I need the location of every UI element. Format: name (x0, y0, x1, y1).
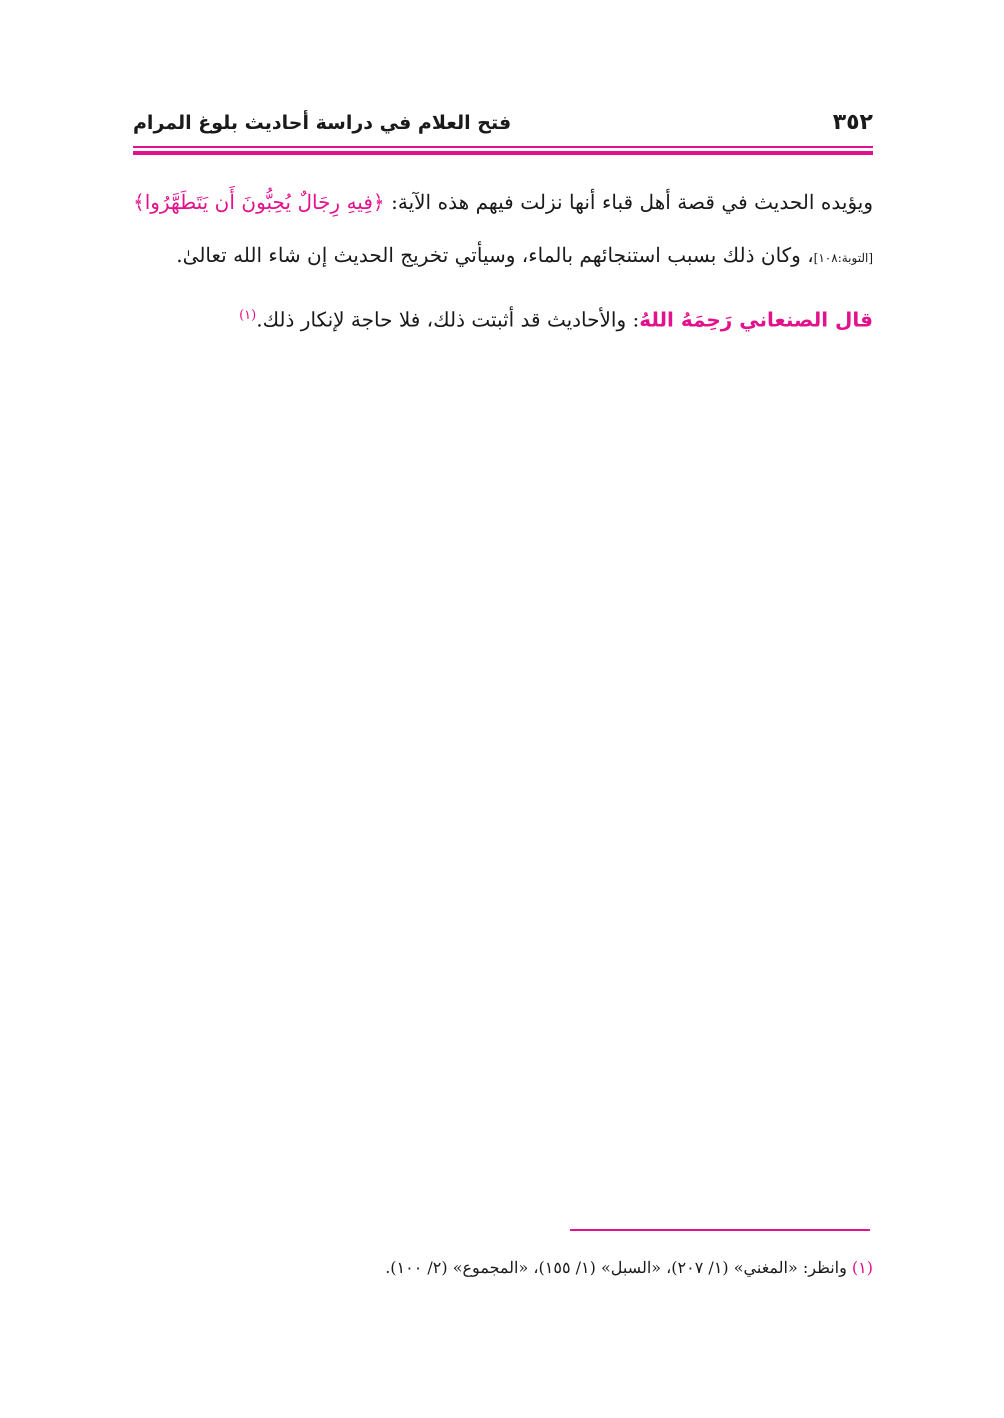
footnote-text: وانظر: «المغني» (١/ ٢٠٧)، «السبل» (١/ ١٥٥)، «المجموع» (٢/ ١٠٠). (385, 1258, 852, 1277)
page-header (133, 108, 873, 144)
paragraph-2 (133, 289, 873, 347)
paragraph-1-intro: ويؤيده الحديث في قصة أهل قباء أنها نزلت فيهم هذه الآية: (384, 190, 873, 214)
paragraph-2-text: : والأحاديث قد أثبتت ذلك، فلا حاجة لإنكار ذلك. (256, 307, 640, 332)
quran-verse: فِيهِ رِجَالٌ يُحِبُّونَ أَن يَتَطَهَّرُوا (144, 190, 373, 214)
footnote (133, 1254, 873, 1282)
quran-bracket-close: ﴾ (133, 190, 145, 214)
speaker-honorific: رَحِمَهُ اللهُ (639, 307, 740, 332)
paragraph-1 (133, 176, 873, 285)
page-number: ٣٥٢ (832, 110, 873, 135)
main-text (133, 176, 873, 347)
header-rule-thick (133, 151, 873, 155)
book-title: فتح العلام في دراسة أحاديث بلوغ المرام (133, 112, 512, 134)
speaker-name: قال الصنعاني (739, 307, 873, 332)
footnote-marker[interactable]: (١) (239, 308, 257, 323)
footnote-separator (570, 1229, 870, 1231)
paragraph-1-rest: ، وكان ذلك بسبب استنجائهم بالماء، وسيأتي تخريج الحديث إن شاء الله تعالىٰ. (176, 243, 814, 267)
quran-bracket-open: ﴿ (372, 190, 385, 214)
header-rule-thin (133, 146, 873, 148)
footnote-number: (١) (851, 1258, 873, 1277)
verse-reference: [التوبة:١٠٨] (813, 251, 873, 265)
